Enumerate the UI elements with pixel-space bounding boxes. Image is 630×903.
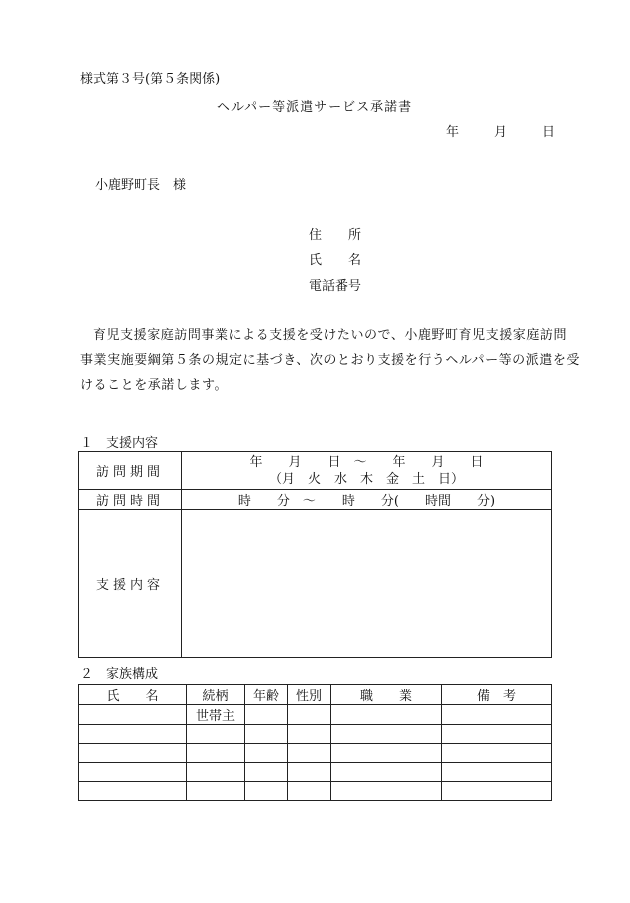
family-cell-name[interactable] xyxy=(79,725,187,744)
family-row xyxy=(79,744,552,763)
family-cell-name[interactable] xyxy=(79,744,187,763)
family-cell-gender[interactable] xyxy=(288,725,331,744)
visit-period-row xyxy=(79,452,552,490)
family-cell-relationship[interactable]: 世帯主 xyxy=(187,705,245,725)
visit-period-dates: 年 月 日 ～ 年 月 日 xyxy=(249,454,484,470)
applicant-address-label: 住 所 xyxy=(309,228,362,243)
header-gender: 性別 xyxy=(288,685,331,705)
header-remarks: 備 考 xyxy=(442,685,552,705)
family-cell-relationship[interactable] xyxy=(187,763,245,782)
visit-period-weekdays: （月 火 水 木 金 土 日） xyxy=(268,471,464,487)
family-cell-remarks[interactable] xyxy=(442,782,552,801)
family-cell-name[interactable] xyxy=(79,782,187,801)
family-row xyxy=(79,705,552,725)
family-row xyxy=(79,782,552,801)
visit-period-value[interactable] xyxy=(182,452,552,490)
family-row xyxy=(79,763,552,782)
family-cell-age[interactable] xyxy=(245,782,288,801)
header-age: 年齢 xyxy=(245,685,288,705)
family-cell-remarks[interactable] xyxy=(442,763,552,782)
family-cell-occupation[interactable] xyxy=(331,725,442,744)
family-cell-relationship[interactable] xyxy=(187,725,245,744)
family-cell-remarks[interactable] xyxy=(442,725,552,744)
family-cell-name[interactable] xyxy=(79,705,187,725)
support-content-table xyxy=(78,451,552,658)
family-cell-gender[interactable] xyxy=(288,782,331,801)
header-name: 氏 名 xyxy=(79,685,187,705)
family-cell-remarks[interactable] xyxy=(442,705,552,725)
family-cell-occupation[interactable] xyxy=(331,705,442,725)
section1-heading: １ 支援内容 xyxy=(80,436,159,451)
family-header-row xyxy=(79,685,552,705)
family-cell-gender[interactable] xyxy=(288,705,331,725)
addressee: 小鹿野町長 様 xyxy=(95,178,187,193)
date-day: 日 xyxy=(542,125,556,140)
family-cell-name[interactable] xyxy=(79,763,187,782)
visit-time-label: 訪問時間 xyxy=(79,490,182,510)
family-cell-occupation[interactable] xyxy=(331,782,442,801)
family-cell-occupation[interactable] xyxy=(331,744,442,763)
support-content-row xyxy=(79,510,552,658)
support-content-value[interactable] xyxy=(182,510,552,658)
family-cell-age[interactable] xyxy=(245,763,288,782)
family-cell-relationship[interactable] xyxy=(187,744,245,763)
visit-time-value[interactable]: 時 分 ～ 時 分( 時間 分) xyxy=(182,490,552,510)
family-composition-table xyxy=(78,684,552,801)
family-row xyxy=(79,725,552,744)
family-cell-occupation[interactable] xyxy=(331,763,442,782)
date-line xyxy=(446,121,555,140)
family-cell-gender[interactable] xyxy=(288,744,331,763)
date-month: 月 xyxy=(494,125,508,140)
applicant-phone-label: 電話番号 xyxy=(309,279,362,294)
family-cell-age[interactable] xyxy=(245,744,288,763)
form-number: 様式第３号(第５条関係) xyxy=(80,72,221,87)
consent-paragraph: 育児支援家庭訪問事業による支援を受けたいので、小鹿野町育児支援家庭訪問事業実施要綱第５条の規定に基づき、次のとおり支援を行うヘルパー等の派遣を受けることを承諾します。 xyxy=(80,328,580,393)
header-occupation: 職 業 xyxy=(331,685,442,705)
applicant-name-label: 氏 名 xyxy=(309,253,362,268)
family-cell-remarks[interactable] xyxy=(442,744,552,763)
support-content-label: 支援内容 xyxy=(79,510,182,658)
header-relationship: 続柄 xyxy=(187,685,245,705)
visit-time-row xyxy=(79,490,552,510)
family-cell-age[interactable] xyxy=(245,705,288,725)
family-cell-age[interactable] xyxy=(245,725,288,744)
family-cell-gender[interactable] xyxy=(288,763,331,782)
section2-heading: ２ 家族構成 xyxy=(80,667,159,682)
document-title: ヘルパー等派遣サービス承諾書 xyxy=(217,100,413,115)
visit-period-label: 訪問期間 xyxy=(79,452,182,490)
family-cell-relationship[interactable] xyxy=(187,782,245,801)
date-year: 年 xyxy=(446,125,460,140)
